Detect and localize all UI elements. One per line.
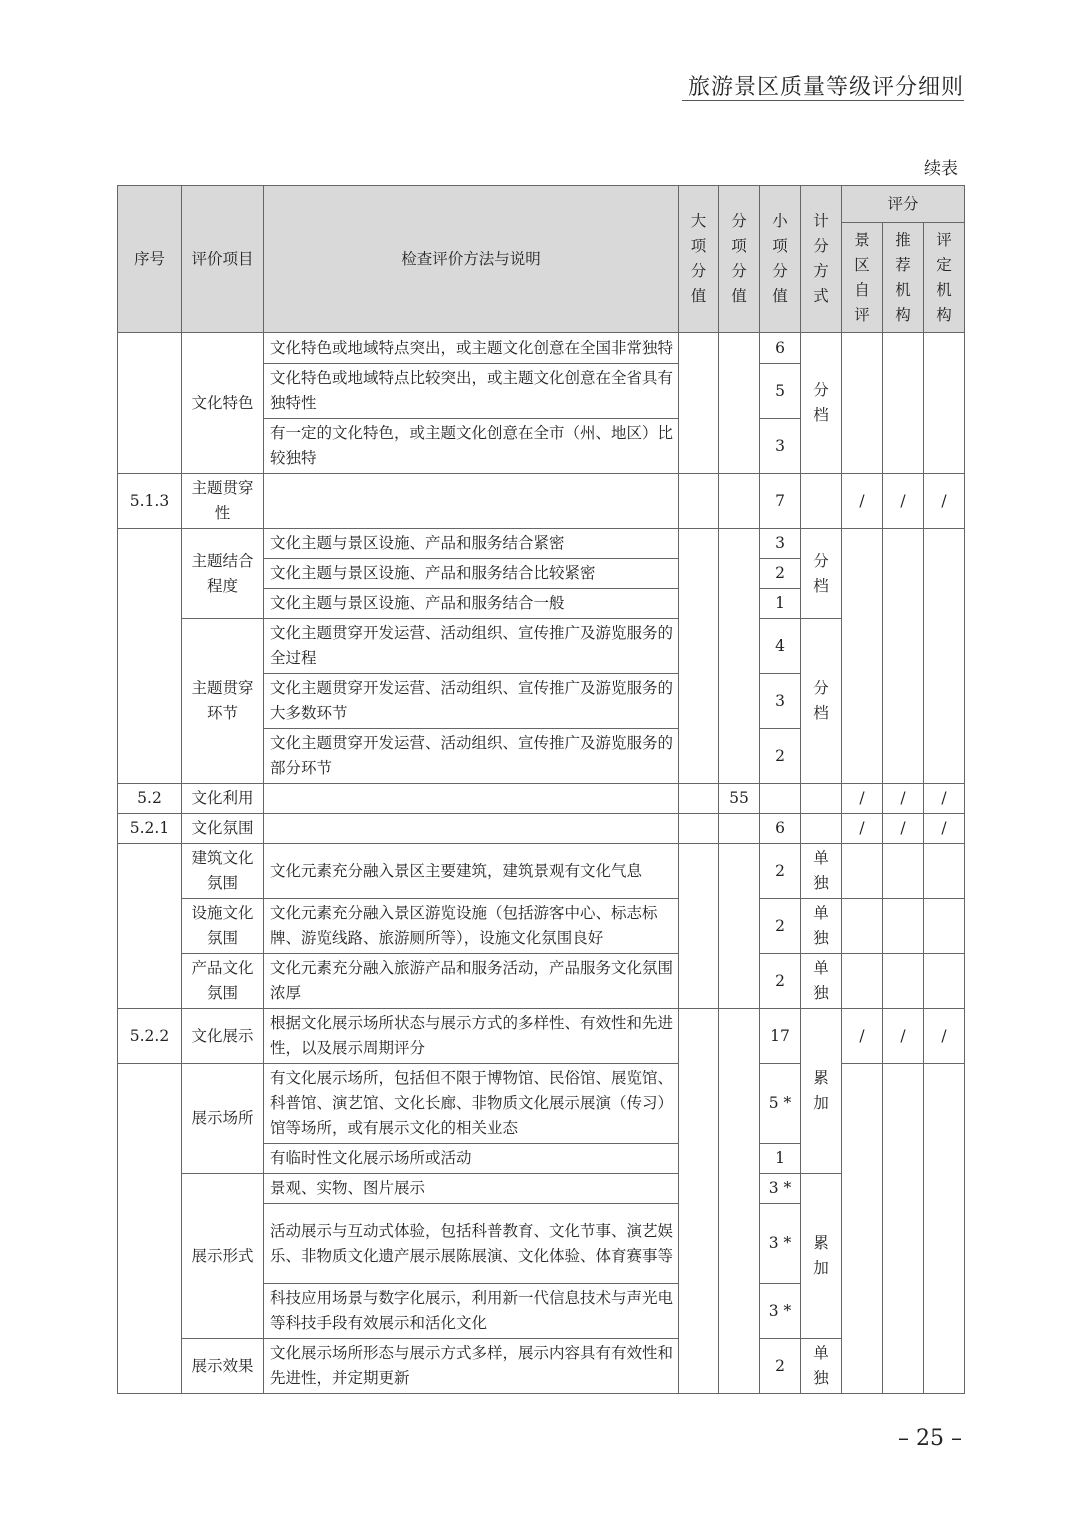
item-cell: 文化利用: [182, 784, 264, 814]
desc-cell: 文化主题贯穿开发运营、活动组织、宣传推广及游览服务的大多数环节: [264, 674, 679, 729]
small-score-cell: 2: [760, 954, 801, 1009]
header-item: 评价项目: [182, 186, 264, 333]
small-score-cell: 17: [760, 1009, 801, 1064]
small-score-cell: 5 *: [760, 1064, 801, 1144]
mode-cell: 单独: [813, 904, 829, 947]
header-rating: 评分: [842, 186, 965, 223]
agency-rating-cell: /: [883, 814, 924, 844]
document-title: 旅游景区质量等级评分细则: [687, 75, 964, 100]
desc-cell: 文化特色或地域特点突出，或主题文化创意在全国非常独特: [264, 333, 679, 364]
item-cell: 展示形式: [182, 1174, 264, 1339]
desc-cell: 文化特色或地域特点比较突出，或主题文化创意在全省具有独特性: [264, 364, 679, 419]
header-major-score: 大项分值: [690, 212, 707, 305]
desc-cell: 科技应用场景与数字化展示，利用新一代信息技术与声光电等科技手段有效展示和活化文化: [264, 1284, 679, 1339]
item-cell: 设施文化氛围: [182, 899, 264, 954]
table-row: [118, 1174, 965, 1204]
seq-cell: 5.2.1: [118, 814, 182, 844]
header-assess-rating: 评定机构: [936, 230, 952, 324]
desc-cell: 文化主题与景区设施、产品和服务结合一般: [264, 589, 679, 619]
small-score-cell: 2: [760, 729, 801, 784]
self-rating-cell: /: [842, 1009, 883, 1064]
desc-cell: 活动展示与互动式体验，包括科普教育、文化节事、演艺娱乐、非物质文化遗产展示展陈展演、文化体验、体育赛事等: [264, 1204, 679, 1284]
item-cell: 主题贯穿环节: [182, 619, 264, 784]
small-score-cell: 3: [760, 529, 801, 559]
continued-label: 续表: [924, 159, 958, 179]
mode-cell: 单独: [813, 1344, 829, 1387]
item-cell: 文化特色: [182, 333, 264, 474]
table-row: [118, 784, 965, 814]
item-cell: 主题贯穿性: [182, 474, 264, 529]
title-underline: [682, 100, 964, 101]
small-score-cell: 6: [760, 333, 801, 364]
item-cell: 文化展示: [182, 1009, 264, 1064]
item-cell: 建筑文化氛围: [182, 844, 264, 899]
scoring-table: [117, 185, 965, 1394]
small-score-cell: 3: [760, 419, 801, 474]
header-method: 检查评价方法与说明: [264, 186, 679, 333]
desc-cell: 文化元素充分融入旅游产品和服务活动，产品服务文化氛围浓厚: [264, 954, 679, 1009]
mode-cell: 累加: [813, 1234, 829, 1277]
small-score-cell: 6: [760, 814, 801, 844]
small-score-cell: 1: [760, 1144, 801, 1174]
small-score-cell: 1: [760, 589, 801, 619]
self-rating-cell: /: [842, 474, 883, 529]
small-score-cell: 3 *: [760, 1204, 801, 1284]
small-score-cell: 2: [760, 1339, 801, 1394]
assess-rating-cell: /: [924, 814, 965, 844]
mode-cell: 累加: [813, 1069, 829, 1112]
desc-cell: 根据文化展示场所状态与展示方式的多样性、有效性和先进性，以及展示周期评分: [264, 1009, 679, 1064]
assess-rating-cell: /: [924, 1009, 965, 1064]
desc-cell: 文化主题贯穿开发运营、活动组织、宣传推广及游览服务的部分环节: [264, 729, 679, 784]
desc-cell: 文化主题与景区设施、产品和服务结合比较紧密: [264, 559, 679, 589]
desc-cell: 有一定的文化特色，或主题文化创意在全市（州、地区）比较独特: [264, 419, 679, 474]
seq-cell: 5.1.3: [118, 474, 182, 529]
header-sub-score: 分项分值: [731, 212, 747, 305]
self-rating-cell: /: [842, 784, 883, 814]
table-row: [118, 529, 965, 559]
header-scoring-mode: 计分方式: [813, 212, 829, 305]
item-cell: 主题结合程度: [182, 529, 264, 619]
mode-cell: 分档: [813, 679, 829, 722]
table-row: [118, 814, 965, 844]
seq-cell: 5.2.2: [118, 1009, 182, 1064]
header-seq: 序号: [118, 186, 182, 333]
table-row: [118, 474, 965, 529]
header-self-rating: 景区自评: [854, 230, 870, 324]
desc-cell: 文化主题与景区设施、产品和服务结合紧密: [264, 529, 679, 559]
small-score-cell: 2: [760, 899, 801, 954]
table-row: [118, 954, 965, 1009]
small-score-cell: 2: [760, 844, 801, 899]
table-row: [118, 1339, 965, 1394]
assess-rating-cell: /: [924, 474, 965, 529]
desc-cell: 文化元素充分融入景区游览设施（包括游客中心、标志标牌、游览线路、旅游厕所等），设施文化氛围良好: [264, 899, 679, 954]
table-row: [118, 333, 965, 364]
table-row: [118, 1009, 965, 1064]
table-row: [118, 619, 965, 674]
small-score-cell: 5: [760, 364, 801, 419]
item-cell: 展示场所: [182, 1064, 264, 1174]
seq-cell: 5.2: [118, 784, 182, 814]
assess-rating-cell: /: [924, 784, 965, 814]
desc-cell: 文化元素充分融入景区主要建筑，建筑景观有文化气息: [264, 844, 679, 899]
small-score-cell: 4: [760, 619, 801, 674]
table-row: [118, 844, 965, 899]
desc-cell: 有临时性文化展示场所或活动: [264, 1144, 679, 1174]
agency-rating-cell: /: [883, 474, 924, 529]
item-cell: 文化氛围: [182, 814, 264, 844]
small-score-cell: 3 *: [760, 1284, 801, 1339]
self-rating-cell: /: [842, 814, 883, 844]
mode-cell: 分档: [813, 381, 829, 424]
small-score-cell: 7: [760, 474, 801, 529]
page-number: – 25 –: [898, 1426, 962, 1451]
desc-cell: 景观、实物、图片展示: [264, 1174, 679, 1204]
agency-rating-cell: /: [883, 1009, 924, 1064]
small-score-cell: 3 *: [760, 1174, 801, 1204]
header-agency-rating: 推荐机构: [895, 230, 911, 324]
mode-cell: 分档: [813, 551, 829, 595]
small-score-cell: 2: [760, 559, 801, 589]
mode-cell: 单独: [813, 959, 829, 1002]
small-score-cell: 3: [760, 674, 801, 729]
sub-score-cell: 55: [719, 784, 760, 814]
desc-cell: 文化主题贯穿开发运营、活动组织、宣传推广及游览服务的全过程: [264, 619, 679, 674]
item-cell: 产品文化氛围: [182, 954, 264, 1009]
agency-rating-cell: /: [883, 784, 924, 814]
table-row: [118, 899, 965, 954]
header-small-score: 小项分值: [772, 212, 788, 305]
desc-cell: 有文化展示场所，包括但不限于博物馆、民俗馆、展览馆、科普馆、演艺馆、文化长廊、非物质文化展示展演（传习）馆等场所，或有展示文化的相关业态: [264, 1064, 679, 1144]
mode-cell: 单独: [813, 849, 829, 892]
item-cell: 展示效果: [182, 1339, 264, 1394]
desc-cell: 文化展示场所形态与展示方式多样，展示内容具有有效性和先进性，并定期更新: [264, 1339, 679, 1394]
